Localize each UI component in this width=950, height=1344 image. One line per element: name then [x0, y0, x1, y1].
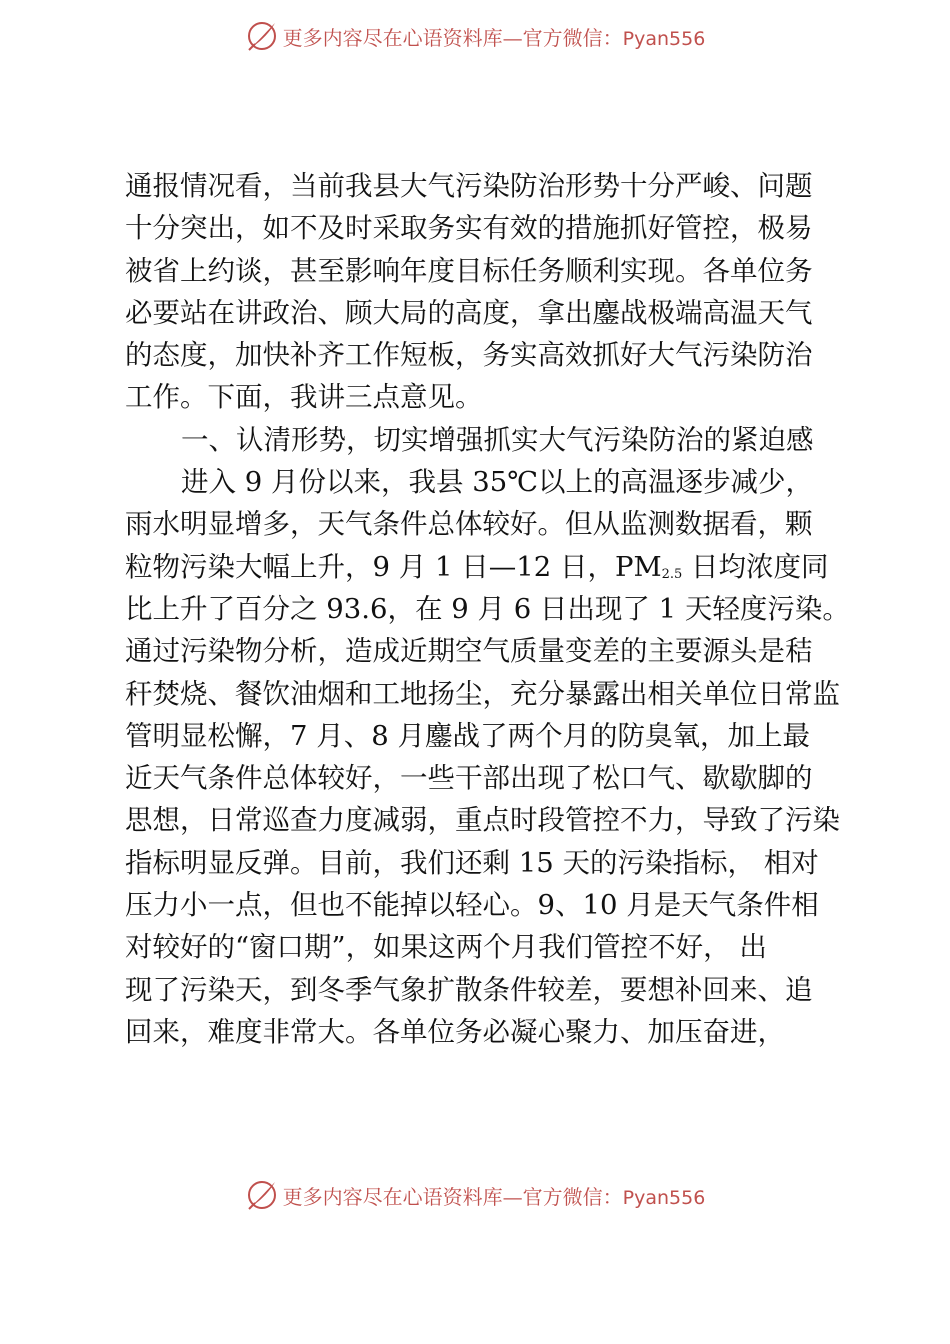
paragraph-line: 十分突出，如不及时采取务实有效的措施抓好管控，极易	[125, 212, 813, 245]
paragraph-line: 进入 9 月份以来，我县 35℃以上的高温逐步减少，	[181, 466, 813, 499]
paragraph-line: 被省上约谈，甚至影响年度目标任务顺利实现。各单位务	[125, 254, 813, 287]
footer-watermark-banner	[0, 1175, 950, 1215]
paragraph-line: 管明显松懈，7 月、8 月鏖战了两个月的防臭氧，加上最	[125, 719, 810, 752]
document-body	[125, 165, 850, 1053]
header-watermark-banner	[0, 16, 950, 56]
paragraph-line: 对较好的“窗口期”，如果这两个月我们管控不好， 出	[125, 931, 767, 964]
paragraph-line: 思想，日常巡查力度减弱，重点时段管控不力，导致了污染	[125, 804, 840, 837]
paragraph-line: 近天气条件总体较好，一些干部出现了松口气、歇歇脚的	[125, 762, 813, 795]
paragraph-line: 比上升了百分之 93.6，在 9 月 6 日出现了 1 天轻度污染。	[125, 592, 850, 625]
watermark-handle: Pyan556	[622, 27, 706, 50]
paragraph-line: 工作。下面，我讲三点意见。	[125, 381, 483, 414]
paragraph-line-pm25: 粒物污染大幅上升，9 月 1 日—12 日，$PM_{2.5}$ 日均浓度同	[125, 550, 829, 583]
pm-subscript: 2.5	[661, 566, 683, 582]
paragraph-line: 通报情况看，当前我县大气污染防治形势十分严峻、问题	[125, 170, 813, 202]
watermark-text: 更多内容尽在心语资料库—官方微信：Pyan556	[282, 1184, 706, 1209]
watermark-handle: Pyan556	[622, 1186, 706, 1209]
paragraph-line: 现了污染天，到冬季气象扩散条件较差，要想补回来、追	[125, 973, 813, 1006]
paragraph-line: 通过污染物分析，造成近期空气质量变差的主要源头是秸	[125, 635, 813, 668]
paragraph-line: 回来，难度非常大。各单位务必凝心聚力、加压奋进，	[125, 1015, 785, 1048]
feather-logo-icon	[245, 19, 279, 53]
watermark-text: 更多内容尽在心语资料库—官方微信：Pyan556	[282, 25, 706, 50]
section-heading: 一、认清形势，切实增强抓实大气污染防治的紧迫感	[181, 423, 814, 456]
paragraph-line: 秆焚烧、餐饮油烟和工地扬尘，充分暴露出相关单位日常监	[125, 677, 840, 710]
paragraph-line: 指标明显反弹。目前，我们还剩 15 天的污染指标， 相对	[125, 846, 819, 879]
paragraph-line: 必要站在讲政治、顾大局的高度，拿出鏖战极端高温天气	[125, 296, 813, 329]
feather-logo-icon	[245, 1178, 279, 1212]
paragraph-line: 雨水明显增多，天气条件总体较好。但从监测数据看，颗	[125, 508, 813, 541]
paragraph-line: 压力小一点，但也不能掉以轻心。9、10 月是天气条件相	[125, 889, 819, 922]
paragraph-line: 的态度，加快补齐工作短板，务实高效抓好大气污染防治	[125, 339, 813, 372]
